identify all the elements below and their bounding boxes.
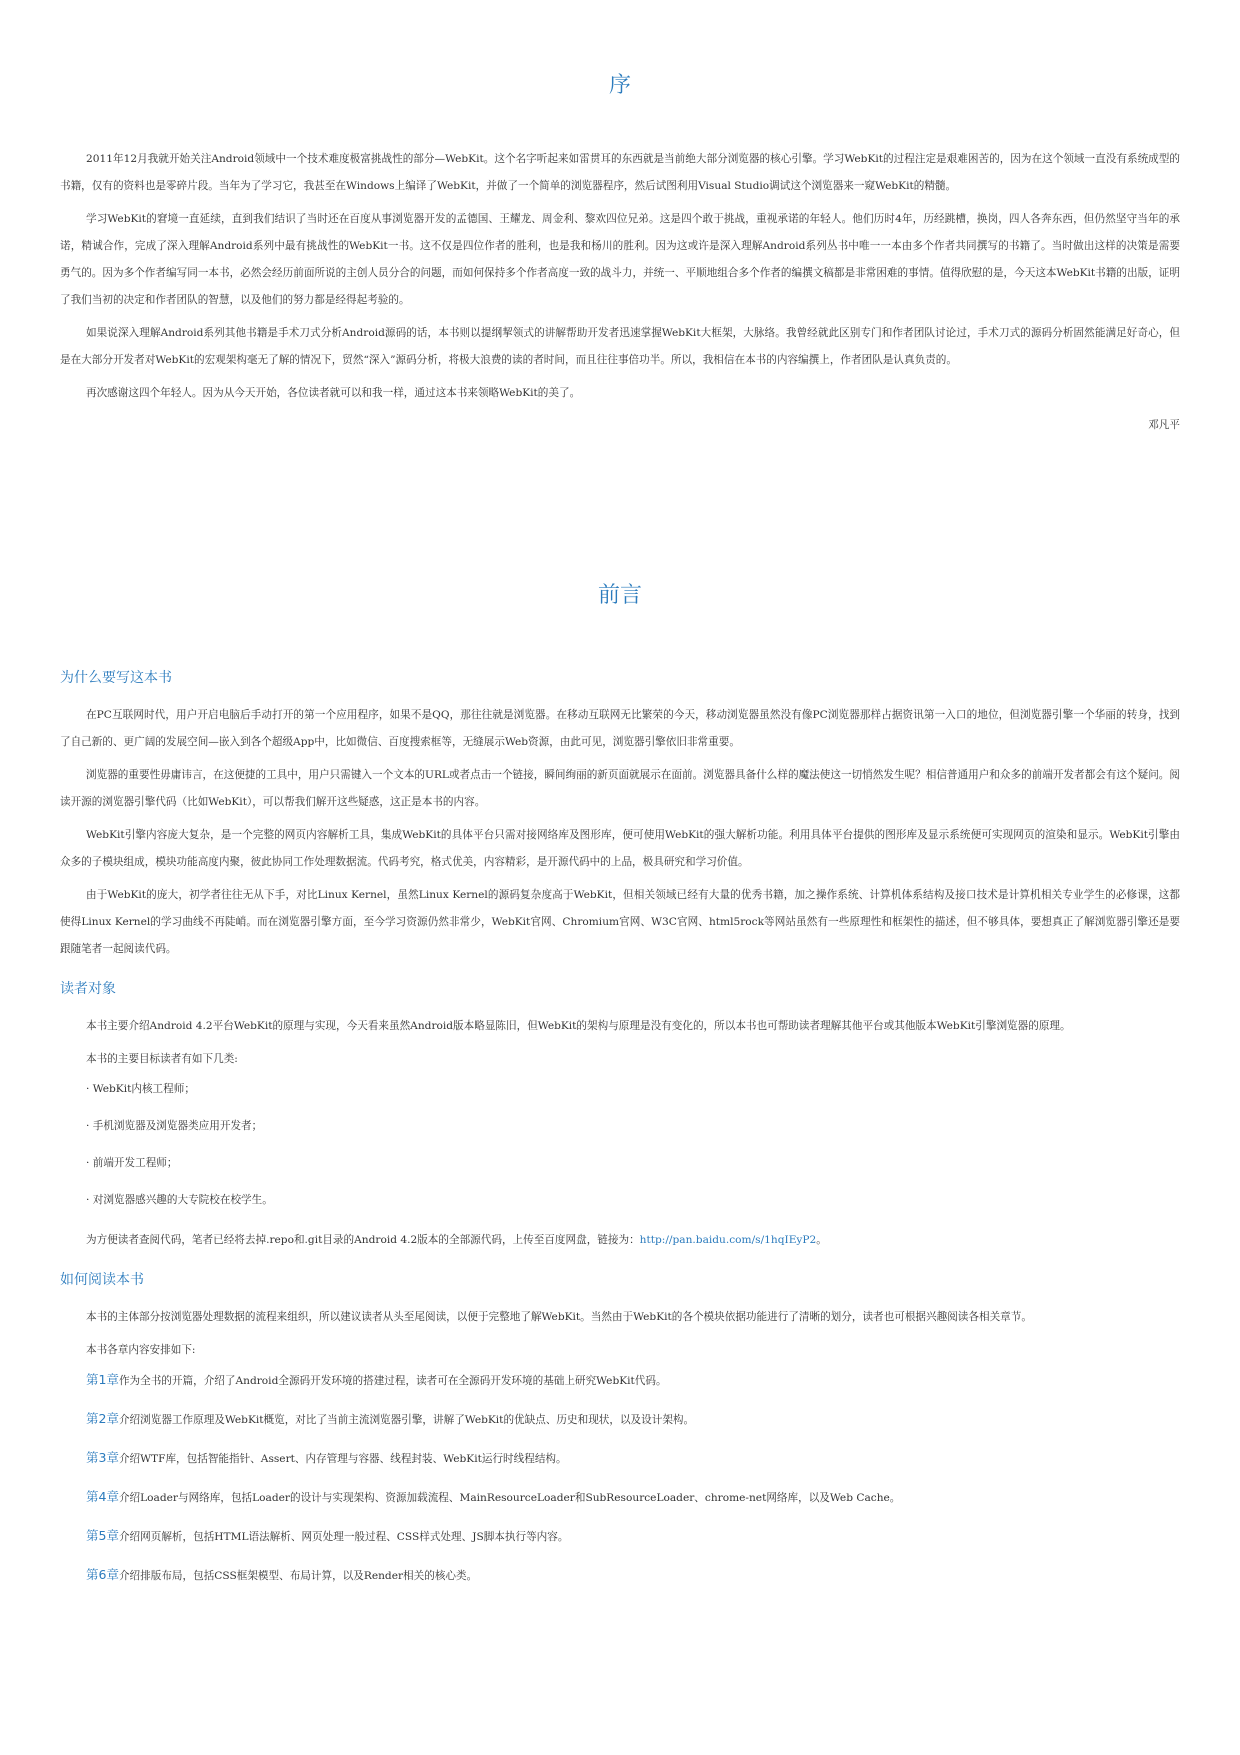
- chapter-entry: [86, 1487, 1180, 1508]
- chapter-number: 第1章: [86, 1372, 119, 1387]
- chapter-number: 第3章: [86, 1450, 119, 1465]
- audience-section: [60, 1013, 1180, 1254]
- preface-paragraph: 学习WebKit的窘境一直延续，直到我们结识了当时还在百度从事浏览器开发的孟德国、王耀龙、周金利、黎欢四位兄弟。这是四个敢于挑战，重视承诺的年轻人。他们历时4年，历经跳槽，换岗，四人各奔东西，但仍然坚守当年的承诺，精诚合作，完成了深入理解Android系列中最有挑战性的WebKit一书。这不仅是四位作者的胜利，也是我和杨川的胜利。因为这或许是深入理解Android系列丛书中唯一一本由多个作者共同撰写的书籍了。当时做出这样的决策是需要勇气的。因为多个作者编写同一本书，必然会经历前面所说的主创人员分合的问题，而如何保持多个作者高度一致的战斗力，并统一、平顺地组合多个作者的编撰文稿都是非常困难的事情。值得欣慰的是，今天这本WebKit书籍的出版，证明了我们当初的决定和作者团队的智慧，以及他们的努力都是经得起考验的。: [60, 213, 1180, 306]
- preface-title: 序: [608, 73, 631, 98]
- chapter-number: 第2章: [86, 1411, 119, 1426]
- how-intro: 本书各章内容安排如下:: [86, 1344, 196, 1356]
- chapter-description: 介绍浏览器工作原理及WebKit概览，对比了当前主流浏览器引擎，讲解了WebKit的优缺点、历史和现状，以及设计架构。: [118, 1414, 695, 1426]
- chapter-entry: [86, 1370, 1180, 1391]
- preface-paragraph: 再次感谢这四个年轻人。因为从今天开始，各位读者就可以和我一样，通过这本书来领略WebKit的美了。: [86, 387, 581, 399]
- chapter-entry: [86, 1409, 1180, 1430]
- audience-item: · 手机浏览器及浏览器类应用开发者；: [86, 1120, 263, 1132]
- audience-item: · WebKit内核工程师；: [86, 1083, 195, 1095]
- why-section: [60, 702, 1180, 963]
- foreword-body: [60, 658, 1180, 1604]
- chapter-number: 第6章: [86, 1567, 119, 1582]
- how-heading: 如何阅读本书: [60, 1272, 144, 1288]
- link-suffix: 。: [816, 1234, 827, 1246]
- chapter-description: 作为全书的开篇，介绍了Android全源码开发环境的搭建过程，读者可在全源码开发环境的基础上研究WebKit代码。: [118, 1375, 667, 1387]
- why-heading: 为什么要写这本书: [60, 670, 172, 686]
- code-download-paragraph: [60, 1227, 1180, 1254]
- why-paragraph: 在PC互联网时代，用户开启电脑后手动打开的第一个应用程序，如果不是QQ，那往往就是浏览器。在移动互联网无比繁荣的今天，移动浏览器虽然没有像PC浏览器那样占据资讯第一入口的地位，但浏览器引擎一个华丽的转身，找到了自己新的、更广阔的发展空间—嵌入到各个超级App中，比如微信、百度搜索框等，无缝展示Web资源，由此可见，浏览器引擎依旧非常重要。: [60, 709, 1180, 748]
- chapter-description: 介绍Loader与网络库，包括Loader的设计与实现架构、资源加载流程、MainResourceLoader和SubResourceLoader、chrome-net网络库，以及Web Cache。: [118, 1492, 901, 1504]
- chapter-entry: [86, 1526, 1180, 1547]
- audience-paragraph: 本书主要介绍Android 4.2平台WebKit的原理与实现，今天看来虽然Android版本略显陈旧，但WebKit的架构与原理是没有变化的，所以本书也可帮助读者理解其他平台或其他版本WebKit引擎浏览器的原理。: [86, 1020, 1071, 1032]
- preface-body: [60, 146, 1180, 432]
- chapter-entry: [86, 1448, 1180, 1469]
- baidu-pan-link[interactable]: http://pan.baidu.com/s/1hqIEyP2: [639, 1234, 817, 1246]
- preface-signature: 邓凡平: [1148, 419, 1180, 431]
- audience-item: · 对浏览器感兴趣的大专院校在校学生。: [86, 1194, 273, 1206]
- foreword-title: 前言: [597, 583, 642, 608]
- chapter-number: 第5章: [86, 1528, 119, 1543]
- why-paragraph: WebKit引擎内容庞大复杂，是一个完整的网页内容解析工具，集成WebKit的具体平台只需对接网络库及图形库，便可使用WebKit的强大解析功能。利用具体平台提供的图形库及显示系统便可实现网页的渲染和显示。WebKit引擎由众多的子模块组成，模块功能高度内聚，彼此协同工作处理数据流。代码考究，格式优美，内容精彩，是开源代码中的上品，极具研究和学习价值。: [60, 829, 1180, 868]
- preface-paragraph: 2011年12月我就开始关注Android领域中一个技术难度极富挑战性的部分—WebKit。这个名字听起来如雷贯耳的东西就是当前绝大部分浏览器的核心引擎。学习WebKit的过程注定是艰难困苦的，因为在这个领域一直没有系统成型的书籍，仅有的资料也是零碎片段。当年为了学习它，我甚至在Windows上编译了WebKit，并做了一个简单的浏览器程序，然后试图利用Visual Studio调试这个浏览器来一窥WebKit的精髓。: [60, 153, 1180, 192]
- why-paragraph: 浏览器的重要性毋庸讳言，在这便捷的工具中，用户只需键入一个文本的URL或者点击一个链接，瞬间绚丽的新页面就展示在面前。浏览器具备什么样的魔法使这一切悄然发生呢？相信普通用户和众多的前端开发者都会有这个疑问。阅读开源的浏览器引擎代码（比如WebKit），可以帮我们解开这些疑惑，这正是本书的内容。: [60, 769, 1180, 808]
- chapter-number: 第4章: [86, 1489, 119, 1504]
- chapter-description: 介绍网页解析，包括HTML语法解析、网页处理一般过程、CSS样式处理、JS脚本执行等内容。: [118, 1531, 569, 1543]
- preface-paragraph: 如果说深入理解Android系列其他书籍是手术刀式分析Android源码的话，本书则以提纲挈领式的讲解帮助开发者迅速掌握WebKit大框架，大脉络。我曾经就此区别专门和作者团队讨论过，手术刀式的源码分析固然能满足好奇心，但是在大部分开发者对WebKit的宏观架构毫无了解的情况下，贸然“深入”源码分析，将极大浪费的读的者时间，而且往往事倍功半。所以，我相信在本书的内容编撰上，作者团队是认真负责的。: [60, 327, 1180, 366]
- code-download-text: 为方便读者查阅代码，笔者已经将去掉.repo和.git目录的Android 4.2版本的全部源代码，上传至百度网盘，链接为：: [86, 1234, 640, 1246]
- audience-intro: 本书的主要目标读者有如下几类:: [86, 1053, 238, 1065]
- chapter-entry: [86, 1565, 1180, 1586]
- chapter-description: 介绍WTF库，包括智能指针、Assert、内存管理与容器、线程封装、WebKit运行时线程结构。: [118, 1453, 567, 1465]
- audience-item: · 前端开发工程师；: [86, 1157, 178, 1169]
- audience-heading: 读者对象: [60, 981, 116, 997]
- how-section: [60, 1304, 1180, 1586]
- how-paragraph: 本书的主体部分按浏览器处理数据的流程来组织，所以建议读者从头至尾阅读，以便于完整地了解WebKit。当然由于WebKit的各个模块依据功能进行了清晰的划分，读者也可根据兴趣阅读各相关章节。: [86, 1311, 1032, 1323]
- why-paragraph: 由于WebKit的庞大，初学者往往无从下手，对比Linux Kernel，虽然Linux Kernel的源码复杂度高于WebKit，但相关领域已经有大量的优秀书籍，加之操作系统、计算机体系结构及接口技术是计算机相关专业学生的必修课，这都使得Linux Kernel的学习曲线不再陡峭。而在浏览器引擎方面，至今学习资源仍然非常少，WebKit官网、Chromium官网、W3C官网、html5rock等网站虽然有一些原理性和框架性的描述，但不够具体，要想真正了解浏览器引擎还是要跟随笔者一起阅读代码。: [60, 889, 1180, 955]
- chapter-description: 介绍排版布局，包括CSS框架模型、布局计算，以及Render相关的核心类。: [118, 1570, 478, 1582]
